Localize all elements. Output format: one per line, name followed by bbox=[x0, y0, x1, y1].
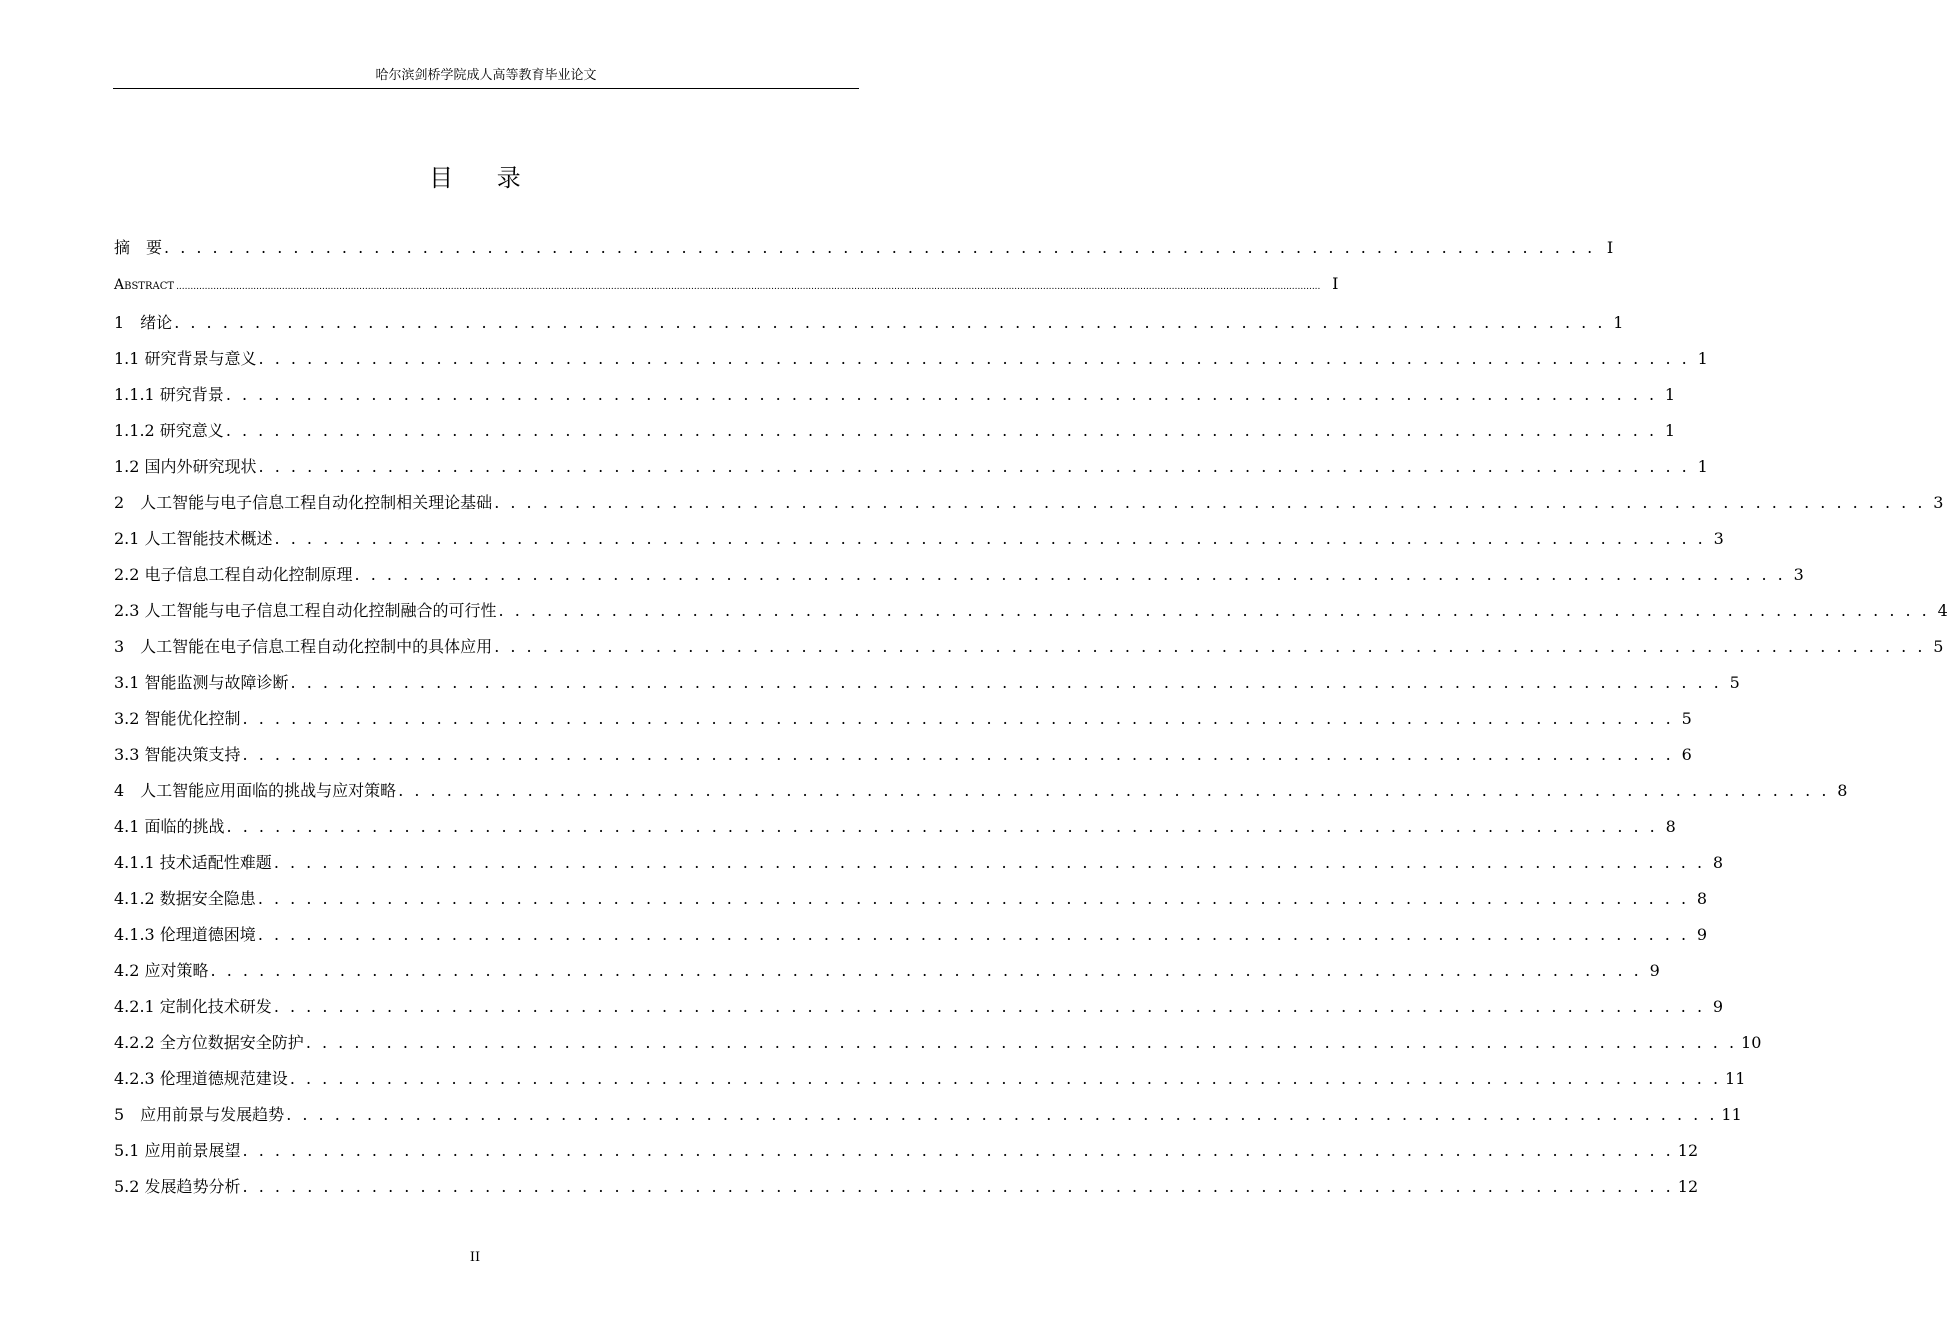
toc-entry[interactable] bbox=[114, 1141, 1699, 1161]
toc-leader-dots: . . . . . . . . . . . . . . . . . . . . . . . . . . . . . . . . . . . . . . . . . . . . . . . . . . . . . . . . . . . . . . . . . . . . . . . . . . . . . . . . . . . . . . . . . bbox=[398, 781, 1830, 800]
toc-entry-page: 4 bbox=[1937, 601, 1948, 620]
toc-leader-dots: . . . . . . . . . . . . . . . . . . . . . . . . . . . . . . . . . . . . . . . . . . . . . . . . . . . . . . . . . . . . . . . . . . . . . . . . . . . . . . . . . . . . . . . . . bbox=[257, 925, 1690, 944]
toc-entry[interactable] bbox=[114, 961, 1660, 981]
toc-title: 目 录 bbox=[429, 164, 539, 192]
toc-entry[interactable] bbox=[114, 1033, 1762, 1053]
toc-leader-dots: . . . . . . . . . . . . . . . . . . . . . . . . . . . . . . . . . . . . . . . . . . . . . . . . . . . . . . . . . . . . . . . . . . . . . . . . . . . . . . . . . . . . . . . . . bbox=[258, 349, 1690, 368]
toc-entry[interactable] bbox=[114, 457, 1708, 477]
toc-entry-title: 4.2.3 伦理道德规范建设 bbox=[114, 1069, 288, 1088]
toc-leader-dots: . . . . . . . . . . . . . . . . . . . . . . . . . . . . . . . . . . . . . . . . . . . . . . . . . . . . . . . . . . . . . . . . . . . . . . . . . . . . . . . . . . . . . . . . . bbox=[286, 1105, 1718, 1124]
toc-entry-title: 1.2 国内外研究现状 bbox=[114, 457, 257, 476]
toc-entry-page: 12 bbox=[1677, 1177, 1699, 1196]
toc-entry[interactable] bbox=[114, 529, 1724, 549]
toc-entry-title: 2 人工智能与电子信息工程自动化控制相关理论基础 bbox=[114, 493, 493, 512]
toc-leader-dots: . . . . . . . . . . . . . . . . . . . . . . . . . . . . . . . . . . . . . . . . . . . . . . . . . . . . . . . . . . . . . . . . . . . . . . . . . . . . . . . . . . . . . . . . . bbox=[273, 997, 1706, 1016]
toc-entry[interactable] bbox=[114, 781, 1848, 801]
toc-leader-dots: . . . . . . . . . . . . . . . . . . . . . . . . . . . . . . . . . . . . . . . . . . . . . . . . . . . . . . . . . . . . . . . . . . . . . . . . . . . . . . . . . . . . . . . . . bbox=[274, 529, 1706, 548]
toc-leader-dots: . . . . . . . . . . . . . . . . . . . . . . . . . . . . . . . . . . . . . . . . . . . . . . . . . . . . . . . . . . . . . . . . . . . . . . . . . . . . . . . . . . . . . . . . . bbox=[225, 385, 1658, 404]
toc-entry-title: 2.1 人工智能技术概述 bbox=[114, 529, 273, 548]
toc-entry[interactable] bbox=[114, 565, 1804, 585]
toc-entry-page: 11 bbox=[1721, 1105, 1742, 1124]
toc-leader-dots: . . . . . . . . . . . . . . . . . . . . . . . . . . . . . . . . . . . . . . . . . . . . . . . . . . . . . . . . . . . . . . . . . . . . . . . . . . . . . . . . . . . . . . . . . bbox=[225, 421, 1658, 440]
toc-entry-page: 1 bbox=[1697, 457, 1708, 476]
toc-entry-title: 摘 要 bbox=[114, 238, 163, 257]
toc-entry-page: 8 bbox=[1665, 817, 1676, 836]
page-number: II bbox=[469, 1250, 481, 1265]
toc-entry[interactable] bbox=[114, 385, 1676, 405]
toc-leader-dots: . . . . . . . . . . . . . . . . . . . . . . . . . . . . . . . . . . . . . . . . . . . . . . . . . . . . . . . . . . . . . . . . . . . . . . . . . . . . . . . . . . . . . . . . . bbox=[164, 238, 1596, 257]
toc-entry-title: 1.1.2 研究意义 bbox=[114, 421, 224, 440]
toc-entry-page: 3 bbox=[1933, 493, 1944, 512]
toc-entry-title: 5.2 发展趋势分析 bbox=[114, 1177, 241, 1196]
toc-entry-page: 1 bbox=[1697, 349, 1708, 368]
toc-entry-page: 5 bbox=[1729, 673, 1740, 692]
toc-entry-title: 1.1.1 研究背景 bbox=[114, 385, 224, 404]
toc-entry-page: 1 bbox=[1664, 421, 1676, 440]
toc-entry-title: 4 人工智能应用面临的挑战与应对策略 bbox=[114, 781, 397, 800]
toc-entry-title: 1 绪论 bbox=[114, 313, 173, 332]
toc-entry[interactable] bbox=[114, 637, 1944, 657]
toc-entry-page: 9 bbox=[1696, 925, 1708, 944]
toc-leader-dots: . . . . . . . . . . . . . . . . . . . . . . . . . . . . . . . . . . . . . . . . . . . . . . . . . . . . . . . . . . . . . . . . . . . . . . . . . . . . . . . . . . . . . . . . . bbox=[494, 637, 1926, 656]
toc-leader-dots: . . . . . . . . . . . . . . . . . . . . . . . . . . . . . . . . . . . . . . . . . . . . . . . . . . . . . . . . . . . . . . . . . . . . . . . . . . . . . . . . . . . . . . . . . bbox=[242, 745, 1674, 764]
toc-entry[interactable] bbox=[114, 709, 1692, 729]
toc-entry-page: I bbox=[1606, 238, 1614, 257]
toc-entry-title: 4.2.2 全方位数据安全防护 bbox=[114, 1033, 304, 1052]
toc-leader-dots: . . . . . . . . . . . . . . . . . . . . . . . . . . . . . . . . . . . . . . . . . . . . . . . . . . . . . . . . . . . . . . . . . . . . . . . . . . . . . . . . . . . . . . . . . bbox=[210, 961, 1642, 980]
toc-entry-title: 1.1 研究背景与意义 bbox=[114, 349, 257, 368]
toc-entry[interactable] bbox=[114, 673, 1740, 693]
toc-entry[interactable] bbox=[114, 313, 1624, 333]
toc-entry-title: 3.1 智能监测与故障诊断 bbox=[114, 673, 289, 692]
toc-leader-dots: . . . . . . . . . . . . . . . . . . . . . . . . . . . . . . . . . . . . . . . . . . . . . . . . . . . . . . . . . . . . . . . . . . . . . . . . . . . . . . . . . . . . . . . . . bbox=[494, 493, 1926, 512]
toc-entry-page: 8 bbox=[1712, 853, 1724, 872]
toc-entry-page: 3 bbox=[1793, 565, 1804, 584]
toc-entry-page: 9 bbox=[1649, 961, 1660, 980]
toc-entry-title: 5.1 应用前景展望 bbox=[114, 1141, 241, 1160]
toc-leader-dots: . . . . . . . . . . . . . . . . . . . . . . . . . . . . . . . . . . . . . . . . . . . . . . . . . . . . . . . . . . . . . . . . . . . . . . . . . . . . . . . . . . . . . . . . . bbox=[257, 889, 1690, 908]
toc-entry-title: 4.2 应对策略 bbox=[114, 961, 209, 980]
toc-entry-page: 3 bbox=[1713, 529, 1724, 548]
toc-entry[interactable] bbox=[114, 925, 1708, 945]
toc-entry[interactable] bbox=[114, 421, 1676, 441]
table-of-contents bbox=[114, 238, 1948, 1213]
toc-entry-page: 10 bbox=[1741, 1033, 1762, 1052]
toc-leader-dots: . . . . . . . . . . . . . . . . . . . . . . . . . . . . . . . . . . . . . . . . . . . . . . . . . . . . . . . . . . . . . . . . . . . . . . . . . . . . . . . . . . . . . . . . . bbox=[354, 565, 1786, 584]
toc-leader-dots: . . . . . . . . . . . . . . . . . . . . . . . . . . . . . . . . . . . . . . . . . . . . . . . . . . . . . . . . . . . . . . . . . . . . . . . . . . . . . . . . . . . . . . . . . bbox=[273, 853, 1706, 872]
toc-entry[interactable] bbox=[114, 889, 1708, 909]
toc-entry-title: 4.1 面临的挑战 bbox=[114, 817, 225, 836]
toc-leader-dots: . . . . . . . . . . . . . . . . . . . . . . . . . . . . . . . . . . . . . . . . . . . . . . . . . . . . . . . . . . . . . . . . . . . . . . . . . . . . . . . . . . . . . . . . . bbox=[226, 817, 1658, 836]
toc-entry-page: 11 bbox=[1725, 1069, 1746, 1088]
toc-entry-title: 3 人工智能在电子信息工程自动化控制中的具体应用 bbox=[114, 637, 493, 656]
toc-entry-page: 8 bbox=[1696, 889, 1708, 908]
toc-entry[interactable] bbox=[114, 853, 1724, 873]
toc-entry-title: Abstract bbox=[114, 277, 175, 293]
toc-entry-title: 3.3 智能决策支持 bbox=[114, 745, 241, 764]
toc-entry-title: 4.1.3 伦理道德困境 bbox=[114, 925, 256, 944]
toc-entry-title: 3.2 智能优化控制 bbox=[114, 709, 241, 728]
toc-entry-page: 5 bbox=[1681, 709, 1692, 728]
toc-entry[interactable] bbox=[114, 1177, 1699, 1197]
toc-entry[interactable] bbox=[114, 1105, 1742, 1125]
toc-entry[interactable] bbox=[114, 817, 1676, 837]
toc-entry[interactable] bbox=[114, 1069, 1746, 1089]
toc-leader-dots: . . . . . . . . . . . . . . . . . . . . . . . . . . . . . . . . . . . . . . . . . . . . . . . . . . . . . . . . . . . . . . . . . . . . . . . . . . . . . . . . . . . . . . . . . bbox=[242, 1141, 1674, 1160]
toc-entry-title: 5 应用前景与发展趋势 bbox=[114, 1105, 285, 1124]
toc-entry-title: 4.1.2 数据安全隐患 bbox=[114, 889, 256, 908]
toc-entry-page: 1 bbox=[1613, 313, 1624, 332]
toc-entry[interactable] bbox=[114, 349, 1708, 369]
toc-entry-title: 4.1.1 技术适配性难题 bbox=[114, 853, 272, 872]
toc-entry[interactable] bbox=[114, 493, 1944, 513]
toc-entry-page: 12 bbox=[1677, 1141, 1699, 1160]
toc-leader-dots: ................................................................................................................................................................................................................................................................................................................................................................................................................ bbox=[176, 282, 1321, 292]
toc-leader-dots: . . . . . . . . . . . . . . . . . . . . . . . . . . . . . . . . . . . . . . . . . . . . . . . . . . . . . . . . . . . . . . . . . . . . . . . . . . . . . . . . . . . . . . . . . bbox=[498, 601, 1930, 620]
toc-leader-dots: . . . . . . . . . . . . . . . . . . . . . . . . . . . . . . . . . . . . . . . . . . . . . . . . . . . . . . . . . . . . . . . . . . . . . . . . . . . . . . . . . . . . . . . . . bbox=[242, 709, 1674, 728]
toc-leader-dots: . . . . . . . . . . . . . . . . . . . . . . . . . . . . . . . . . . . . . . . . . . . . . . . . . . . . . . . . . . . . . . . . . . . . . . . . . . . . . . . . . . . . . . . . . bbox=[258, 457, 1690, 476]
toc-leader-dots: . . . . . . . . . . . . . . . . . . . . . . . . . . . . . . . . . . . . . . . . . . . . . . . . . . . . . . . . . . . . . . . . . . . . . . . . . . . . . . . . . . . . . . . . . bbox=[174, 313, 1606, 332]
toc-leader-dots: . . . . . . . . . . . . . . . . . . . . . . . . . . . . . . . . . . . . . . . . . . . . . . . . . . . . . . . . . . . . . . . . . . . . . . . . . . . . . . . . . . . . . . . . . bbox=[290, 673, 1722, 692]
toc-entry-page: 5 bbox=[1933, 637, 1944, 656]
toc-leader-dots: . . . . . . . . . . . . . . . . . . . . . . . . . . . . . . . . . . . . . . . . . . . . . . . . . . . . . . . . . . . . . . . . . . . . . . . . . . . . . . . . . . . . . . . . . bbox=[289, 1069, 1722, 1088]
toc-entry[interactable] bbox=[114, 997, 1724, 1017]
page-header: 哈尔滨剑桥学院成人高等教育毕业论文 bbox=[113, 68, 859, 89]
toc-entry[interactable] bbox=[114, 601, 1948, 621]
toc-entry-title: 2.2 电子信息工程自动化控制原理 bbox=[114, 565, 353, 584]
toc-entry-page: 6 bbox=[1681, 745, 1692, 764]
toc-entry-page: 9 bbox=[1712, 997, 1724, 1016]
toc-entry-page: I bbox=[1332, 274, 1339, 293]
toc-entry-page: 1 bbox=[1664, 385, 1676, 404]
toc-entry[interactable] bbox=[114, 238, 1614, 258]
toc-leader-dots: . . . . . . . . . . . . . . . . . . . . . . . . . . . . . . . . . . . . . . . . . . . . . . . . . . . . . . . . . . . . . . . . . . . . . . . . . . . . . . . . . . . . . . . . . bbox=[242, 1177, 1674, 1196]
toc-leader-dots: . . . . . . . . . . . . . . . . . . . . . . . . . . . . . . . . . . . . . . . . . . . . . . . . . . . . . . . . . . . . . . . . . . . . . . . . . . . . . . . . . . . . . . . . . bbox=[305, 1033, 1738, 1052]
toc-entry-title: 4.2.1 定制化技术研发 bbox=[114, 997, 272, 1016]
toc-entry-title: 2.3 人工智能与电子信息工程自动化控制融合的可行性 bbox=[114, 601, 497, 620]
toc-entry[interactable] bbox=[114, 745, 1692, 765]
toc-entry-page: 8 bbox=[1837, 781, 1848, 800]
toc-entry[interactable] bbox=[114, 274, 1339, 297]
